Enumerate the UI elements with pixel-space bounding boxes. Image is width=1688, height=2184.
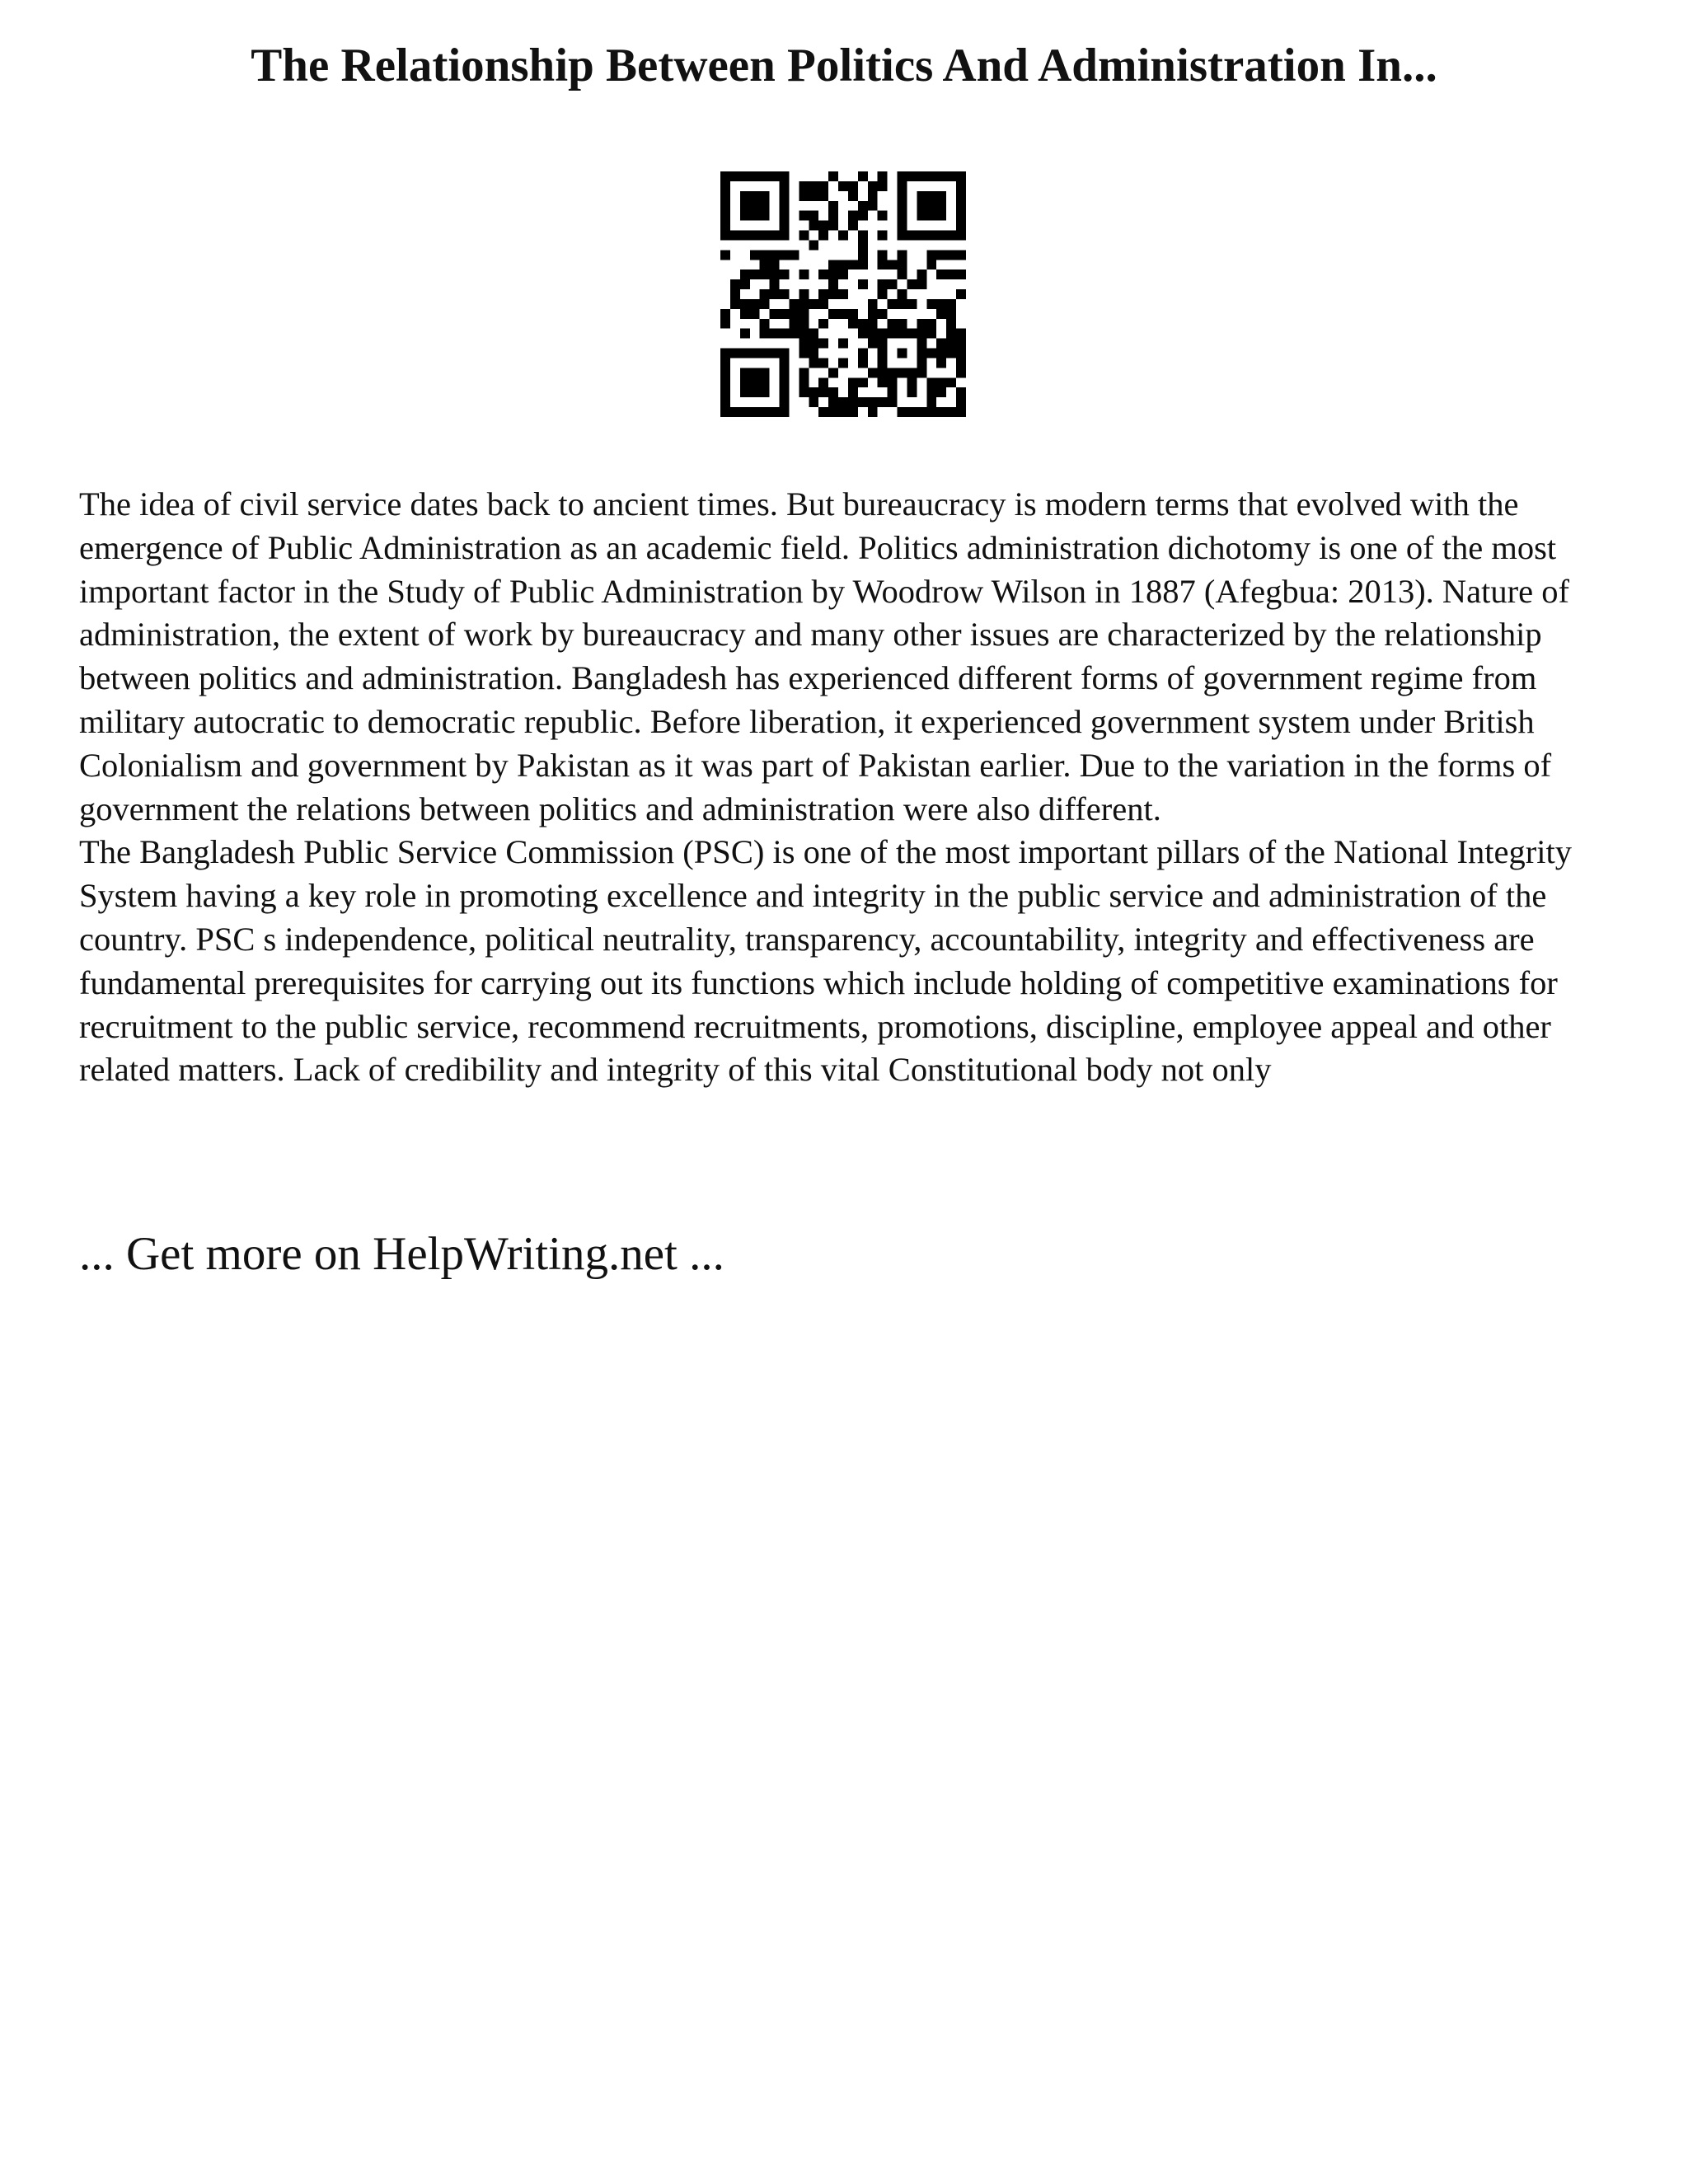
page-title: The Relationship Between Politics And Administration In... [251,40,1437,91]
paragraph: The idea of civil service dates back to ancient times. But bureaucracy is modern terms that evolved with the emergence of Public Administration as an academic field. Politics administration dichotomy is one of the most important factor in the Study of Public Administration by Woodrow Wilson in 1887 (Afegbua: 2013). Nature of administration, the extent of work by bureaucracy and many other issues are characterized by the relationship between politics and administration. Bangladesh has experienced different forms of government regime from military autocratic to democratic republic. Before liberation, it experienced government system under British Colonialism and government by Pakistan as it was part of Pakistan earlier. Due to the variation in the forms of government the relations between politics and administration were also different. [79,485,1569,827]
get-more-link[interactable]: ... Get more on HelpWriting.net ... [79,1228,724,1280]
paragraph: The Bangladesh Public Service Commission (PSC) is one of the most important pillars of the National Integrity System having a key role in promoting excellence and integrity in the public service and administration of the country. PSC s independence, political neutrality, transparency, accountability, integrity and effectiveness are fundamental prerequisites for carrying out its functions which include holding of competitive examinations for recruitment to the public service, recommend recruitments, promotions, discipline, employee appeal and other related matters. Lack of credibility and integrity of this vital Constitutional body not only [79,833,1572,1089]
article-body [79,483,1629,1092]
qr-code-icon [720,171,966,417]
